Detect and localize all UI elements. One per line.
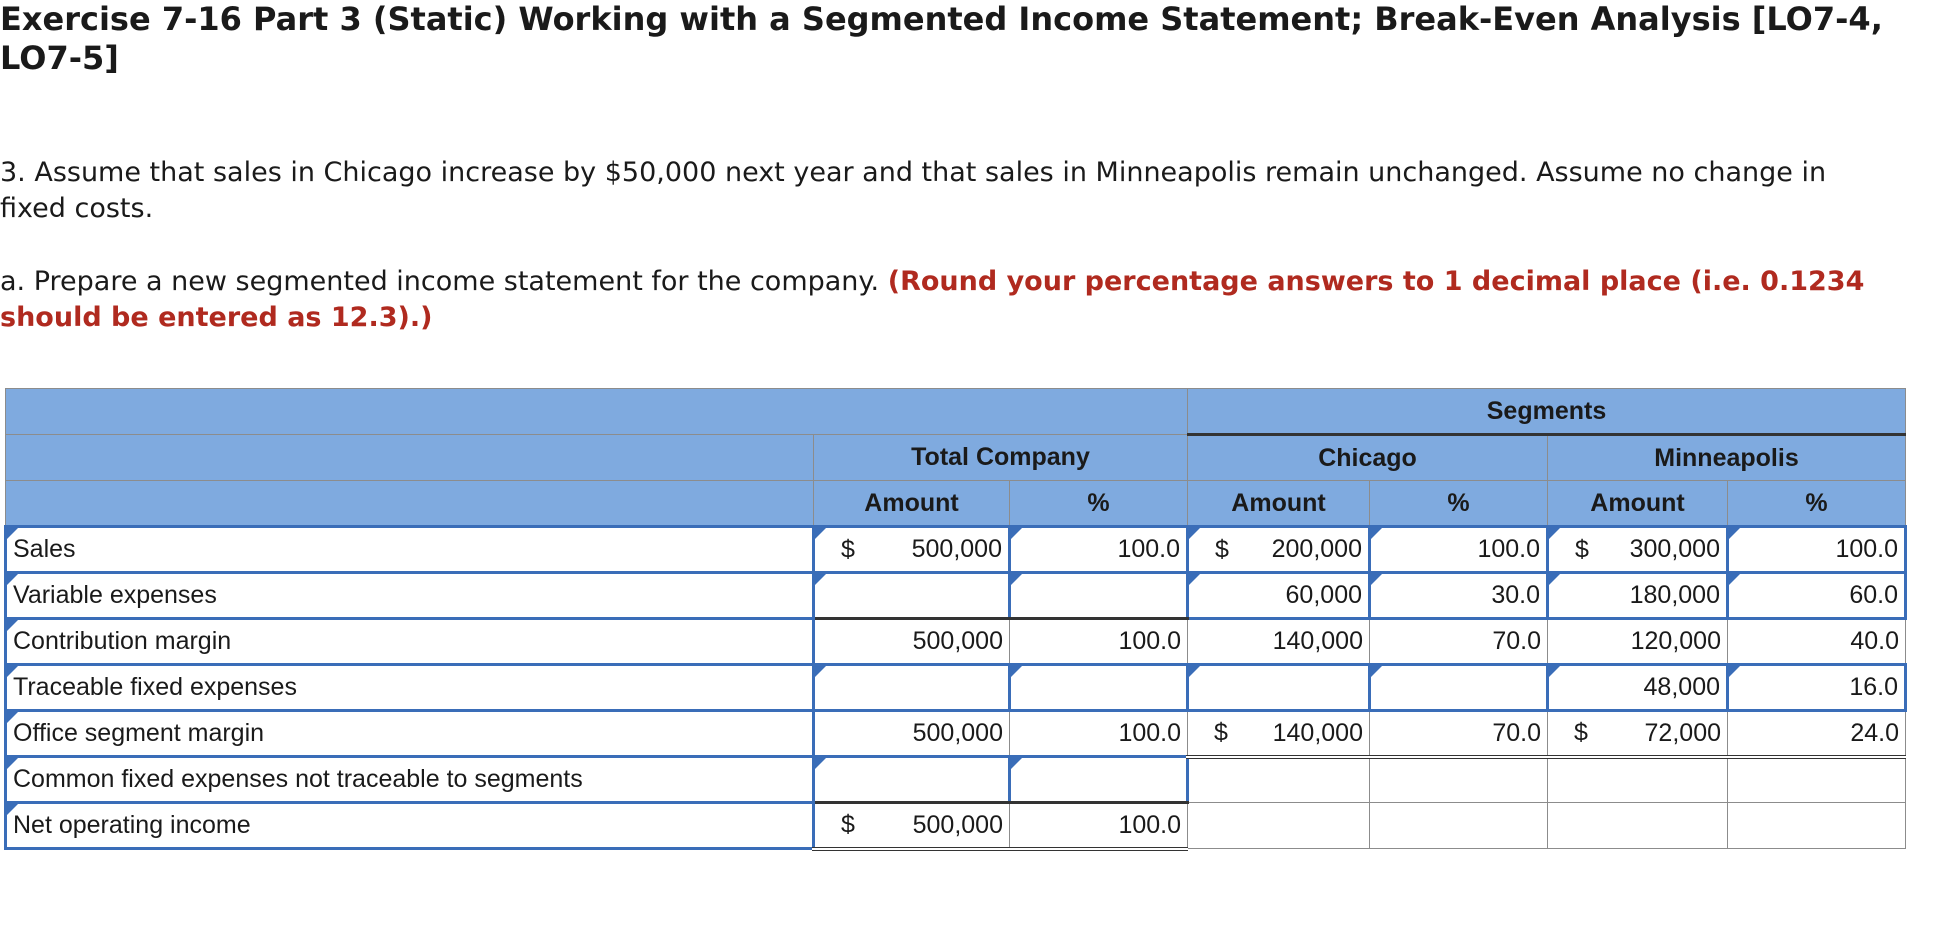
header-blank [6, 435, 814, 481]
total-percent-header: % [1010, 481, 1188, 527]
chicago-percent-input[interactable]: 100.0 [1370, 527, 1548, 573]
rounding-note: (Round your percentage answers to 1 decimal place (i.e. 0.1234 should be entered as 12.3).) [0, 266, 1865, 333]
question-intro: 3. Assume that sales in Chicago increase by $50,000 next year and that sales in Minneapolis remain unchanged. Assume no change in fixed costs. [0, 157, 1827, 224]
row-label-input[interactable]: Office segment margin [6, 711, 814, 757]
total-percent-value: 100.0 [1010, 803, 1188, 849]
total-amount-value [814, 803, 1010, 849]
row-traceable-fixed-expenses [6, 665, 1906, 711]
total-percent-input[interactable] [1010, 665, 1188, 711]
row-label-input[interactable]: Sales [6, 527, 814, 573]
empty-cell [1728, 803, 1906, 849]
total-percent-input[interactable]: 100.0 [1010, 527, 1188, 573]
total-percent-input[interactable] [1010, 757, 1188, 803]
row-net-operating-income [6, 803, 1906, 849]
chicago-amount-input[interactable] [1188, 527, 1370, 573]
cell-value: 200,000 [1271, 535, 1362, 563]
total-percent-value: 100.0 [1010, 711, 1188, 757]
chicago-amount-input[interactable] [1188, 665, 1370, 711]
header-blank [6, 481, 814, 527]
minneapolis-amount-value [1548, 711, 1728, 757]
currency-symbol: $ [1575, 535, 1589, 563]
chicago-percent-value: 70.0 [1370, 711, 1548, 757]
chicago-header: Chicago [1188, 435, 1548, 481]
question-part-a [0, 264, 1880, 336]
row-sales [6, 527, 1906, 573]
chicago-amount-header: Amount [1188, 481, 1370, 527]
empty-cell [1728, 757, 1906, 803]
chicago-percent-value: 70.0 [1370, 619, 1548, 665]
row-label-input[interactable]: Contribution margin [6, 619, 814, 665]
row-label-input[interactable]: Traceable fixed expenses [6, 665, 814, 711]
total-percent-value: 100.0 [1010, 619, 1188, 665]
total-amount-input[interactable] [814, 573, 1010, 619]
row-office-segment-margin [6, 711, 1906, 757]
empty-cell [1188, 757, 1370, 803]
empty-cell [1548, 803, 1728, 849]
total-company-header: Total Company [814, 435, 1188, 481]
currency-symbol: $ [841, 535, 855, 563]
row-contribution-margin [6, 619, 1906, 665]
cell-value: 500,000 [911, 535, 1002, 563]
total-amount-value: 500,000 [814, 619, 1010, 665]
minneapolis-amount-value: 120,000 [1548, 619, 1728, 665]
empty-cell [1188, 803, 1370, 849]
header-row-subcolumns [6, 481, 1906, 527]
minneapolis-amount-input[interactable] [1548, 527, 1728, 573]
row-common-fixed-expenses [6, 757, 1906, 803]
chicago-amount-value: 140,000 [1188, 619, 1370, 665]
empty-cell [1548, 757, 1728, 803]
currency-symbol: $ [1574, 718, 1588, 747]
row-label-input[interactable]: Common fixed expenses not traceable to segments [6, 757, 814, 803]
part-a-text: a. Prepare a new segmented income statement for the company. [0, 266, 880, 297]
total-amount-value: 500,000 [814, 711, 1010, 757]
chicago-percent-header: % [1370, 481, 1548, 527]
empty-cell [1370, 803, 1548, 849]
total-amount-input[interactable] [814, 757, 1010, 803]
row-variable-expenses [6, 573, 1906, 619]
chicago-percent-input[interactable]: 30.0 [1370, 573, 1548, 619]
header-row-segments [6, 389, 1906, 435]
minneapolis-percent-input[interactable]: 60.0 [1728, 573, 1906, 619]
row-label-input[interactable]: Variable expenses [6, 573, 814, 619]
chicago-amount-value [1188, 711, 1370, 757]
currency-symbol: $ [1214, 718, 1228, 747]
header-row-columns [6, 435, 1906, 481]
empty-cell [1370, 757, 1548, 803]
minneapolis-percent-value: 24.0 [1728, 711, 1906, 757]
exercise-title: Exercise 7-16 Part 3 (Static) Working with a Segmented Income Statement; Break-Even Analysis [LO7-4, LO7-5] [0, 0, 1883, 77]
total-amount-header: Amount [814, 481, 1010, 527]
cell-value: 140,000 [1272, 718, 1363, 747]
minneapolis-percent-header: % [1728, 481, 1906, 527]
total-percent-input[interactable] [1010, 573, 1188, 619]
minneapolis-amount-input[interactable]: 48,000 [1548, 665, 1728, 711]
minneapolis-percent-value: 40.0 [1728, 619, 1906, 665]
cell-value: 500,000 [912, 810, 1003, 839]
cell-value: 300,000 [1629, 535, 1720, 563]
total-amount-input[interactable] [814, 665, 1010, 711]
total-amount-input[interactable] [814, 527, 1010, 573]
chicago-amount-input[interactable]: 60,000 [1188, 573, 1370, 619]
minneapolis-amount-header: Amount [1548, 481, 1728, 527]
row-label-input[interactable]: Net operating income [6, 803, 814, 849]
segmented-income-statement [4, 388, 1907, 851]
header-blank [6, 389, 1188, 435]
minneapolis-header: Minneapolis [1548, 435, 1906, 481]
currency-symbol: $ [1215, 535, 1229, 563]
minneapolis-percent-input[interactable]: 16.0 [1728, 665, 1906, 711]
segments-header: Segments [1188, 389, 1906, 435]
chicago-percent-input[interactable] [1370, 665, 1548, 711]
currency-symbol: $ [841, 810, 855, 839]
minneapolis-amount-input[interactable]: 180,000 [1548, 573, 1728, 619]
minneapolis-percent-input[interactable]: 100.0 [1728, 527, 1906, 573]
cell-value: 72,000 [1644, 718, 1721, 747]
